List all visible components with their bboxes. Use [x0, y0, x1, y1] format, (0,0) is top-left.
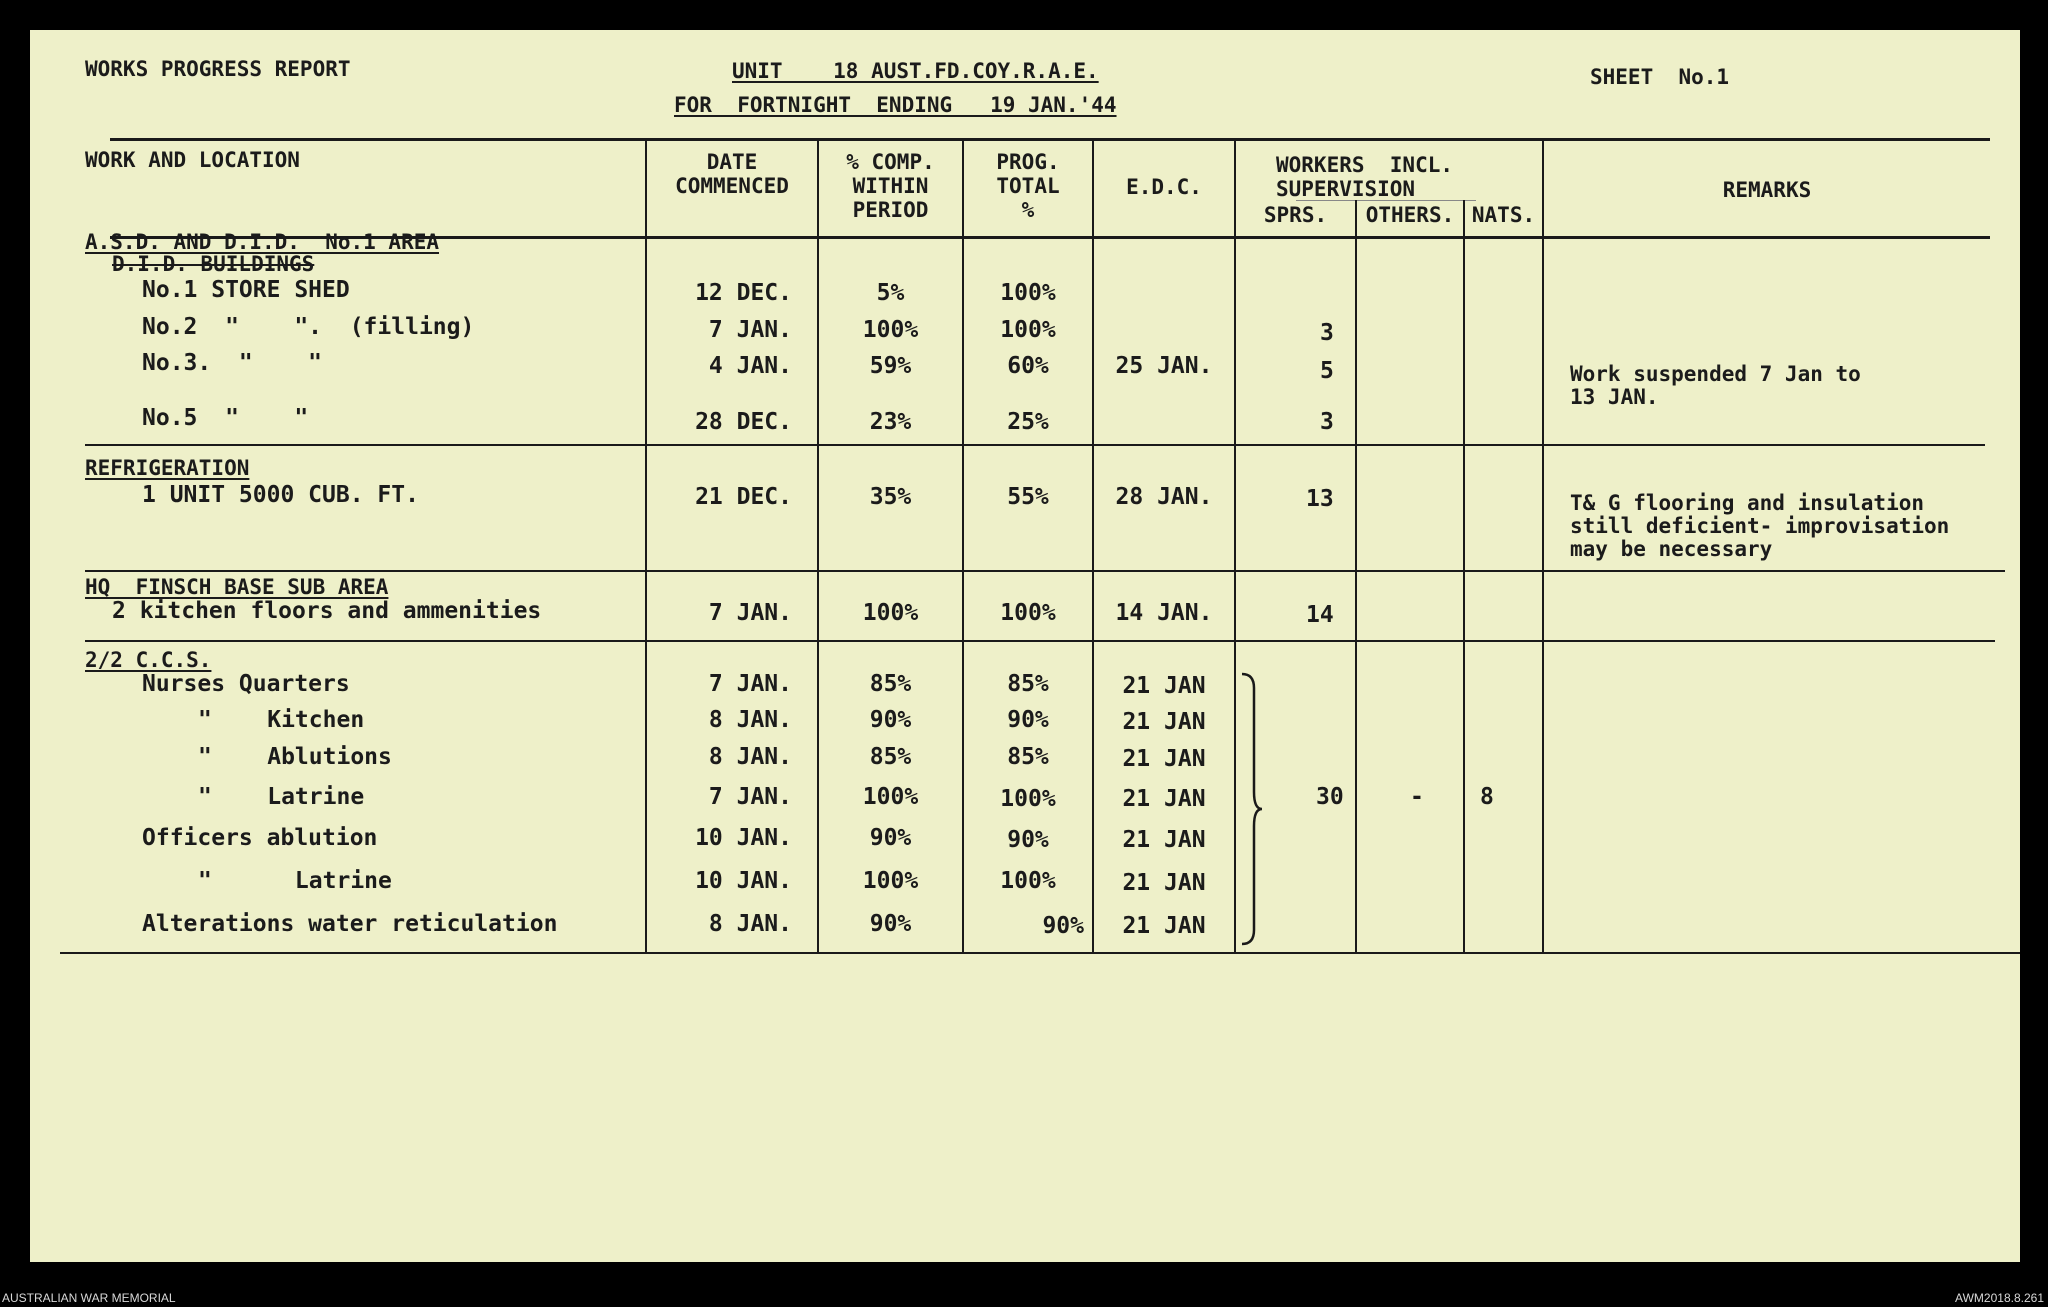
date-cell: 8 JAN. [708, 744, 792, 770]
prog-cell: 100% [1000, 280, 1056, 306]
col-header-edc: E.D.C. [1126, 175, 1202, 199]
prog-cell: 85% [1007, 671, 1049, 697]
section-a-subheading: D.I.D. BUILDINGS [112, 252, 315, 276]
comp-cell: 100% [862, 317, 919, 343]
work-cell: " Ablutions [198, 744, 392, 770]
col-divider-5 [1234, 140, 1236, 952]
date-cell: 7 JAN. [708, 317, 792, 343]
work-cell: No.3. " " [142, 350, 323, 376]
comp-cell: 100% [862, 784, 919, 810]
group-others-count: - [1410, 784, 1424, 810]
work-cell: Nurses Quarters [142, 671, 350, 697]
section-a-heading: A.S.D. AND D.I.D. No.1 AREA [85, 230, 440, 254]
group-nats-count: 8 [1480, 784, 1494, 810]
col-header-date-commenced: DATE COMMENCED [675, 150, 789, 199]
edc-cell: 14 JAN. [1115, 600, 1213, 626]
sprs-cell: 3 [1320, 409, 1334, 435]
prog-cell: 90% [1007, 827, 1049, 853]
work-cell: 2 kitchen floors and ammenities [112, 598, 542, 624]
report-title: WORKS PROGRESS REPORT [85, 57, 351, 81]
edc-cell: 21 JAN [1122, 709, 1206, 735]
section-c-heading: HQ FINSCH BASE SUB AREA [85, 575, 389, 599]
edc-cell: 21 JAN [1122, 786, 1206, 812]
prog-cell: 60% [1007, 353, 1049, 379]
comp-cell: 90% [869, 911, 912, 937]
date-cell: 7 JAN. [708, 671, 792, 697]
date-cell: 10 JAN. [695, 868, 792, 894]
comp-cell: 59% [869, 353, 912, 379]
archive-credit: AUSTRALIAN WAR MEMORIAL [2, 1291, 176, 1305]
prog-cell: 90% [1007, 707, 1049, 733]
prog-cell: 100% [1000, 868, 1056, 894]
comp-cell: 90% [869, 825, 912, 851]
top-rule [110, 138, 1990, 141]
edc-cell: 25 JAN. [1115, 353, 1213, 379]
date-cell: 12 DEC. [695, 280, 792, 306]
edc-cell: 21 JAN [1122, 827, 1206, 853]
edc-cell: 21 JAN [1122, 746, 1206, 772]
col-header-remarks: REMARKS [1722, 178, 1812, 202]
comp-cell: 35% [869, 484, 912, 510]
col-header-nats: NATS. [1471, 203, 1536, 227]
prog-cell: 100% [1000, 317, 1056, 343]
edc-cell: 28 JAN. [1115, 484, 1213, 510]
col-header-pct-comp: % COMP. WITHIN PERIOD [846, 150, 935, 223]
work-cell: Alterations water reticulation [142, 911, 558, 937]
remark-section-b: T& G flooring and insulation still deficient- improvisation may be necessary [1570, 491, 1950, 562]
col-divider-7 [1463, 200, 1465, 952]
date-cell: 7 JAN. [708, 784, 792, 810]
comp-cell: 23% [869, 409, 912, 435]
col-header-work-location: WORK AND LOCATION [85, 148, 300, 172]
archive-id: AWM2018.8.261 [1955, 1291, 2044, 1305]
work-cell: No.5 " " [142, 405, 309, 431]
group-brace [1238, 670, 1264, 948]
work-cell: No.2 " ". (filling) [142, 314, 475, 340]
rule-after-b [85, 570, 2005, 572]
comp-cell: 5% [876, 280, 905, 306]
section-b-heading: REFRIGERATION [85, 456, 250, 480]
group-sprs-count: 30 [1316, 784, 1344, 810]
edc-cell: 21 JAN [1122, 673, 1206, 699]
bottom-rule [60, 952, 2020, 954]
prog-cell: 85% [1007, 744, 1049, 770]
work-cell: " Latrine [198, 868, 392, 894]
work-cell: 1 UNIT 5000 CUB. FT. [142, 482, 419, 508]
comp-cell: 100% [862, 868, 919, 894]
col-divider-6 [1355, 200, 1357, 952]
col-divider-8 [1542, 140, 1544, 952]
report-sheet [30, 30, 2020, 1262]
edc-cell: 21 JAN [1122, 913, 1206, 939]
prog-cell: 90% [1042, 913, 1084, 939]
sprs-cell: 13 [1306, 486, 1334, 512]
work-cell: No.1 STORE SHED [142, 277, 350, 303]
comp-cell: 90% [869, 707, 912, 733]
edc-cell: 21 JAN [1122, 870, 1206, 896]
sprs-cell: 14 [1306, 602, 1334, 628]
prog-cell: 100% [1000, 786, 1056, 812]
col-header-prog-total: PROG. TOTAL % [996, 150, 1060, 223]
date-cell: 7 JAN. [708, 600, 792, 626]
comp-cell: 85% [869, 671, 912, 697]
date-cell: 8 JAN. [708, 707, 792, 733]
section-d-heading: 2/2 C.C.S. [85, 648, 212, 672]
sprs-cell: 5 [1320, 358, 1334, 384]
date-cell: 21 DEC. [695, 484, 792, 510]
date-cell: 4 JAN. [708, 353, 792, 379]
prog-cell: 100% [1000, 600, 1056, 626]
comp-cell: 100% [862, 600, 919, 626]
remark-section-a: Work suspended 7 Jan to 13 JAN. [1570, 362, 1861, 410]
comp-cell: 85% [869, 744, 912, 770]
col-header-workers: WORKERS INCL. SUPERVISION [1276, 153, 1454, 202]
work-cell: Officers ablution [142, 825, 378, 851]
rule-after-a [85, 444, 1985, 446]
unit-line: UNIT 18 AUST.FD.COY.R.A.E. [732, 59, 1099, 83]
date-cell: 28 DEC. [695, 409, 792, 435]
sheet-number: SHEET No.1 [1590, 65, 1730, 89]
rule-after-c [85, 640, 1995, 642]
date-cell: 8 JAN. [708, 911, 792, 937]
work-cell: " Kitchen [198, 707, 365, 733]
prog-cell: 25% [1007, 409, 1049, 435]
fortnight-line: FOR FORTNIGHT ENDING 19 JAN.'44 [674, 93, 1117, 117]
date-cell: 10 JAN. [695, 825, 792, 851]
col-header-others: OTHERS. [1365, 203, 1455, 227]
work-cell: " Latrine [198, 784, 365, 810]
sprs-cell: 3 [1320, 320, 1334, 346]
col-header-sprs: SPRS. [1263, 203, 1328, 227]
prog-cell: 55% [1007, 484, 1049, 510]
